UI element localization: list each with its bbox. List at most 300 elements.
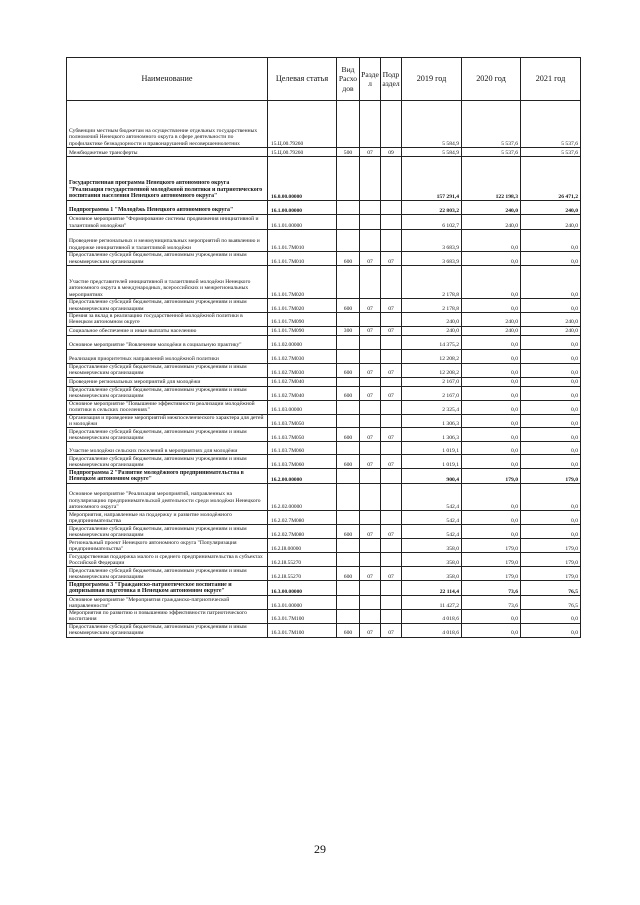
- row-value-2020: 240,0: [462, 326, 521, 335]
- header-year-2021: 2021 год: [521, 58, 581, 101]
- row-value-2020: 0,0: [462, 428, 521, 442]
- table-row: [67, 442, 581, 455]
- row-value-2021: 5 537,6: [521, 101, 581, 148]
- table-row: [67, 266, 581, 299]
- row-section: [360, 201, 381, 215]
- row-expense-type: [337, 230, 360, 252]
- row-expense-type: 300: [337, 326, 360, 335]
- row-name: Подпрограмма 1 "Молодёжь Ненецкого автономного округа": [67, 201, 268, 215]
- row-value-2020: 0,0: [462, 363, 521, 377]
- row-value-2021: 0,0: [521, 525, 581, 539]
- row-section: [360, 581, 381, 596]
- row-expense-type: 600: [337, 428, 360, 442]
- row-value-2019: 3 683,9: [402, 252, 462, 266]
- row-section: [360, 511, 381, 525]
- header-year-2019: 2019 год: [402, 58, 462, 101]
- row-subsection: 07: [381, 252, 402, 266]
- row-target-article: 16.1.01.7М010: [268, 252, 337, 266]
- row-expense-type: [337, 596, 360, 610]
- table-row: [67, 363, 581, 377]
- row-value-2021: 179,0: [521, 567, 581, 581]
- row-section: [360, 539, 381, 553]
- row-subsection: [381, 215, 402, 230]
- row-name: Социальное обеспечение и иные выплаты населению: [67, 326, 268, 335]
- row-value-2019: 240,0: [402, 326, 462, 335]
- row-section: [360, 596, 381, 610]
- row-value-2019: 12 208,2: [402, 349, 462, 363]
- table-row: [67, 326, 581, 335]
- row-value-2021: 0,0: [521, 299, 581, 313]
- row-subsection: [381, 349, 402, 363]
- row-target-article: 16.1.02.7М030: [268, 349, 337, 363]
- table-row: [67, 101, 581, 148]
- row-subsection: [381, 596, 402, 610]
- row-expense-type: [337, 101, 360, 148]
- row-value-2021: 76,5: [521, 581, 581, 596]
- row-section: [360, 469, 381, 484]
- row-value-2021: 240,0: [521, 326, 581, 335]
- row-expense-type: [337, 484, 360, 511]
- row-value-2020: 0,0: [462, 230, 521, 252]
- row-target-article: 16.2.I8.00000: [268, 539, 337, 553]
- row-value-2019: 5 584,9: [402, 101, 462, 148]
- row-expense-type: [337, 349, 360, 363]
- row-section: [360, 610, 381, 624]
- row-expense-type: 500: [337, 148, 360, 157]
- row-target-article: 16.1.00.00000: [268, 201, 337, 215]
- row-name: Мероприятия по развитию и повышению эффективности патриотического воспитания: [67, 610, 268, 624]
- row-name: Организация и проведение мероприятий межпоселенческого характера для детей и молодёжи: [67, 414, 268, 428]
- row-value-2021: 240,0: [521, 215, 581, 230]
- row-value-2021: 179,0: [521, 539, 581, 553]
- table-row: [67, 335, 581, 349]
- row-value-2021: 0,0: [521, 511, 581, 525]
- row-section: [360, 215, 381, 230]
- row-section: [360, 157, 381, 201]
- row-name: Предоставление субсидий бюджетным, автономным учреждениям и иным некоммерческим организациям: [67, 623, 268, 637]
- row-value-2019: 900,4: [402, 469, 462, 484]
- row-expense-type: [337, 539, 360, 553]
- row-subsection: [381, 553, 402, 567]
- row-value-2021: 0,0: [521, 349, 581, 363]
- row-section: [360, 335, 381, 349]
- row-subsection: 07: [381, 386, 402, 400]
- row-value-2019: 1 306,3: [402, 414, 462, 428]
- row-subsection: [381, 157, 402, 201]
- row-name: Государственная поддержка малого и среднего предпринимательства в субъектах Российской Федерации: [67, 553, 268, 567]
- row-subsection: [381, 400, 402, 414]
- row-value-2021: 0,0: [521, 442, 581, 455]
- row-target-article: 16.1.03.00000: [268, 400, 337, 414]
- row-subsection: [381, 484, 402, 511]
- row-value-2019: 6 102,7: [402, 215, 462, 230]
- row-subsection: [381, 610, 402, 624]
- header-target-article: Целевая статья: [268, 58, 337, 101]
- row-subsection: [381, 377, 402, 386]
- row-section: 07: [360, 363, 381, 377]
- row-name: Реализация приоритетных направлений молодёжной политики: [67, 349, 268, 363]
- row-target-article: 16.0.00.00000: [268, 157, 337, 201]
- row-value-2019: 542,4: [402, 525, 462, 539]
- row-expense-type: [337, 266, 360, 299]
- row-value-2020: 0,0: [462, 299, 521, 313]
- row-name: Межбюджетные трансферты: [67, 148, 268, 157]
- row-target-article: 16.1.01.7М010: [268, 230, 337, 252]
- row-value-2019: 358,0: [402, 567, 462, 581]
- table-row: [67, 400, 581, 414]
- row-target-article: 16.3.01.00000: [268, 596, 337, 610]
- row-subsection: [381, 581, 402, 596]
- header-name: Наименование: [67, 58, 268, 101]
- row-target-article: 16.1.02.7М040: [268, 377, 337, 386]
- row-name: Участие молодёжи сельских поселений в мероприятиях для молодёжи: [67, 442, 268, 455]
- row-value-2021: 5 537,6: [521, 148, 581, 157]
- table-row: [67, 623, 581, 637]
- row-target-article: 16.2.I8.55270: [268, 553, 337, 567]
- row-value-2021: 76,5: [521, 596, 581, 610]
- row-value-2020: 240,0: [462, 215, 521, 230]
- row-expense-type: 600: [337, 299, 360, 313]
- row-section: 07: [360, 428, 381, 442]
- table-row: [67, 581, 581, 596]
- row-value-2021: 0,0: [521, 335, 581, 349]
- row-expense-type: [337, 400, 360, 414]
- row-section: [360, 484, 381, 511]
- row-name: Основное мероприятие "Вовлечение молодёжи в социальную практику": [67, 335, 268, 349]
- row-value-2021: 0,0: [521, 386, 581, 400]
- page-number: 29: [314, 842, 326, 856]
- row-target-article: 16.1.01.7М020: [268, 299, 337, 313]
- row-section: 07: [360, 525, 381, 539]
- row-name: Премия за вклад в реализацию государственной молодёжной политики в Ненецком автономном округе: [67, 313, 268, 327]
- row-expense-type: [337, 313, 360, 327]
- table-row: [67, 252, 581, 266]
- row-value-2021: 0,0: [521, 252, 581, 266]
- row-name: Основное мероприятие "Мероприятия гражданско-патриотической направленности": [67, 596, 268, 610]
- table-row: [67, 596, 581, 610]
- row-value-2020: 240,0: [462, 313, 521, 327]
- row-value-2019: 11 427,2: [402, 596, 462, 610]
- row-target-article: 15.Ц.00.79260: [268, 148, 337, 157]
- table-row: [67, 525, 581, 539]
- row-name: Участие представителей инициативной и талантливой молодёжи Ненецкого автономного округа в международных, всероссийских и межрегиональных мероприятиях: [67, 266, 268, 299]
- row-subsection: 09: [381, 148, 402, 157]
- table-row: [67, 148, 581, 157]
- table-row: [67, 511, 581, 525]
- row-subsection: [381, 201, 402, 215]
- row-value-2019: 4 018,6: [402, 610, 462, 624]
- row-target-article: 16.1.02.7М030: [268, 363, 337, 377]
- row-value-2020: 5 537,6: [462, 148, 521, 157]
- row-value-2019: 2 167,0: [402, 377, 462, 386]
- row-name: Субвенции местным бюджетам на осуществление отдельных государственных полномочий Ненецкого автономного округа в сфере деятельности по профилактике безнадзорности и правонарушений несовершеннолетних: [67, 101, 268, 148]
- row-value-2020: 0,0: [462, 414, 521, 428]
- row-subsection: [381, 469, 402, 484]
- row-value-2020: 5 537,6: [462, 101, 521, 148]
- row-expense-type: 600: [337, 623, 360, 637]
- row-value-2021: 0,0: [521, 377, 581, 386]
- table-row: [67, 469, 581, 484]
- row-expense-type: 600: [337, 386, 360, 400]
- row-value-2021: 0,0: [521, 623, 581, 637]
- row-target-article: 16.1.03.7М060: [268, 455, 337, 469]
- row-target-article: 16.1.03.7М050: [268, 414, 337, 428]
- row-subsection: [381, 101, 402, 148]
- row-section: 07: [360, 623, 381, 637]
- row-section: [360, 414, 381, 428]
- row-value-2021: 179,0: [521, 553, 581, 567]
- table-row: [67, 230, 581, 252]
- row-section: 07: [360, 567, 381, 581]
- row-section: [360, 377, 381, 386]
- row-expense-type: [337, 511, 360, 525]
- row-value-2019: 22 803,2: [402, 201, 462, 215]
- row-expense-type: 600: [337, 363, 360, 377]
- row-subsection: 07: [381, 623, 402, 637]
- row-value-2021: 0,0: [521, 363, 581, 377]
- row-name: Подпрограмма 2 "Развитие молодёжного предпринимательства в Ненецком автономном округе": [67, 469, 268, 484]
- row-target-article: 16.1.03.7М060: [268, 442, 337, 455]
- table-body: [67, 101, 581, 638]
- row-value-2021: 0,0: [521, 230, 581, 252]
- row-subsection: [381, 266, 402, 299]
- row-name: Предоставление субсидий бюджетным, автономным учреждениям и иным некоммерческим организациям: [67, 363, 268, 377]
- row-target-article: 16.3.01.7М100: [268, 610, 337, 624]
- row-subsection: 07: [381, 525, 402, 539]
- table-row: [67, 484, 581, 511]
- row-value-2020: 0,0: [462, 442, 521, 455]
- row-expense-type: [337, 553, 360, 567]
- row-target-article: 16.3.01.7М100: [268, 623, 337, 637]
- row-target-article: 16.3.00.00000: [268, 581, 337, 596]
- row-value-2021: 0,0: [521, 414, 581, 428]
- row-value-2021: 0,0: [521, 484, 581, 511]
- row-subsection: [381, 511, 402, 525]
- header-expense-type: Вид Расхо дов: [337, 58, 360, 101]
- table-row: [67, 610, 581, 624]
- row-subsection: [381, 313, 402, 327]
- row-section: [360, 313, 381, 327]
- table-row: [67, 567, 581, 581]
- row-value-2020: 179,0: [462, 539, 521, 553]
- row-subsection: [381, 442, 402, 455]
- table-row: [67, 299, 581, 313]
- table-header-row: [67, 58, 581, 101]
- row-value-2020: 240,0: [462, 201, 521, 215]
- row-value-2019: 2 178,8: [402, 266, 462, 299]
- row-subsection: 07: [381, 326, 402, 335]
- table-row: [67, 414, 581, 428]
- row-expense-type: 600: [337, 252, 360, 266]
- row-name: Предоставление субсидий бюджетным, автономным учреждениям и иным некоммерческим организациям: [67, 252, 268, 266]
- row-target-article: 16.1.01.7М020: [268, 266, 337, 299]
- row-name: Предоставление субсидий бюджетным, автономным учреждениям и иным некоммерческим организациям: [67, 567, 268, 581]
- table-row: [67, 349, 581, 363]
- row-value-2019: 3 683,9: [402, 230, 462, 252]
- row-value-2019: 1 306,3: [402, 428, 462, 442]
- row-target-article: 16.1.01.00000: [268, 215, 337, 230]
- row-value-2020: 0,0: [462, 400, 521, 414]
- row-section: [360, 266, 381, 299]
- row-value-2020: 0,0: [462, 252, 521, 266]
- row-expense-type: [337, 414, 360, 428]
- row-value-2019: 157 291,4: [402, 157, 462, 201]
- row-section: [360, 101, 381, 148]
- row-value-2020: 0,0: [462, 610, 521, 624]
- row-section: 07: [360, 148, 381, 157]
- row-value-2020: 0,0: [462, 266, 521, 299]
- row-value-2021: 240,0: [521, 201, 581, 215]
- row-value-2019: 358,0: [402, 539, 462, 553]
- row-name: Предоставление субсидий бюджетным, автономным учреждениям и иным некоммерческим организациям: [67, 455, 268, 469]
- row-target-article: 16.2.02.7М080: [268, 511, 337, 525]
- table-row: [67, 201, 581, 215]
- table-row: [67, 455, 581, 469]
- row-value-2020: 0,0: [462, 525, 521, 539]
- row-subsection: [381, 414, 402, 428]
- row-section: [360, 553, 381, 567]
- row-name: Государственная программа Ненецкого автономного округа "Реализация государственной молодёжной политики и патриотического воспитания населения Ненецкого автономного округа": [67, 157, 268, 201]
- row-value-2019: 14 375,2: [402, 335, 462, 349]
- row-section: [360, 400, 381, 414]
- row-name: Основное мероприятие "Реализация мероприятий, направленных на популяризацию предпринимательской деятельности среди молодёжи Ненецкого автономного округа": [67, 484, 268, 511]
- row-target-article: 16.1.01.7М090: [268, 326, 337, 335]
- row-target-article: 16.1.01.7М090: [268, 313, 337, 327]
- row-name: Региональный проект Ненецкого автономного округа "Популяризация предпринимательства": [67, 539, 268, 553]
- row-section: 07: [360, 252, 381, 266]
- row-value-2020: 179,0: [462, 567, 521, 581]
- row-subsection: 07: [381, 299, 402, 313]
- row-target-article: 15.Ц.00.79260: [268, 101, 337, 148]
- row-value-2021: 26 471,2: [521, 157, 581, 201]
- row-value-2019: 4 018,6: [402, 623, 462, 637]
- table-row: [67, 157, 581, 201]
- row-value-2019: 2 167,0: [402, 386, 462, 400]
- row-target-article: 16.2.02.7М080: [268, 525, 337, 539]
- row-value-2021: 0,0: [521, 455, 581, 469]
- row-value-2020: 0,0: [462, 377, 521, 386]
- row-value-2020: 0,0: [462, 335, 521, 349]
- row-value-2021: 179,0: [521, 469, 581, 484]
- row-name: Проведение региональных и межмуниципальных мероприятий по выявлению и поддержке инициативной и талантливой молодёжи: [67, 230, 268, 252]
- table-row: [67, 553, 581, 567]
- row-expense-type: [337, 157, 360, 201]
- row-name: Предоставление субсидий бюджетным, автономным учреждениям и иным некоммерческим организациям: [67, 299, 268, 313]
- row-value-2019: 1 019,1: [402, 455, 462, 469]
- row-expense-type: [337, 377, 360, 386]
- row-value-2019: 1 019,1: [402, 442, 462, 455]
- row-subsection: 07: [381, 455, 402, 469]
- row-target-article: 16.1.03.7М050: [268, 428, 337, 442]
- table-row: [67, 539, 581, 553]
- row-subsection: 07: [381, 567, 402, 581]
- row-value-2020: 179,0: [462, 553, 521, 567]
- row-section: 07: [360, 455, 381, 469]
- row-name: Основное мероприятие "Повышение эффективности реализации молодёжной политики в сельских поселениях": [67, 400, 268, 414]
- row-expense-type: [337, 610, 360, 624]
- row-value-2019: 2 325,4: [402, 400, 462, 414]
- row-name: Основное мероприятие "Формирование системы продвижения инициативной и талантливой молодёжи": [67, 215, 268, 230]
- header-section: Разде л: [360, 58, 381, 101]
- row-expense-type: [337, 469, 360, 484]
- row-expense-type: [337, 335, 360, 349]
- row-subsection: [381, 230, 402, 252]
- row-name: Предоставление субсидий бюджетным, автономным учреждениям и иным некоммерческим организациям: [67, 428, 268, 442]
- row-value-2020: 0,0: [462, 511, 521, 525]
- row-value-2019: 5 584,9: [402, 148, 462, 157]
- row-subsection: [381, 335, 402, 349]
- row-value-2020: 0,0: [462, 386, 521, 400]
- row-section: 07: [360, 386, 381, 400]
- row-value-2019: 358,0: [402, 553, 462, 567]
- row-value-2020: 179,0: [462, 469, 521, 484]
- row-subsection: 07: [381, 363, 402, 377]
- row-value-2021: 0,0: [521, 400, 581, 414]
- row-expense-type: 600: [337, 455, 360, 469]
- header-subsection: Подр аздел: [381, 58, 402, 101]
- table-row: [67, 386, 581, 400]
- table-row: [67, 313, 581, 327]
- row-target-article: 16.2.00.00000: [268, 469, 337, 484]
- row-expense-type: [337, 201, 360, 215]
- row-value-2019: 2 178,8: [402, 299, 462, 313]
- row-value-2020: 0,0: [462, 623, 521, 637]
- row-value-2021: 240,0: [521, 313, 581, 327]
- row-expense-type: [337, 581, 360, 596]
- header-year-2020: 2020 год: [462, 58, 521, 101]
- table-row: [67, 377, 581, 386]
- row-value-2020: 0,0: [462, 349, 521, 363]
- row-target-article: 16.2.02.00000: [268, 484, 337, 511]
- row-section: [360, 230, 381, 252]
- table-row: [67, 215, 581, 230]
- row-expense-type: [337, 215, 360, 230]
- row-expense-type: [337, 442, 360, 455]
- row-name: Мероприятия, направленные на поддержку и развитие молодёжного предпринимательства: [67, 511, 268, 525]
- row-value-2021: 0,0: [521, 428, 581, 442]
- row-name: Предоставление субсидий бюджетным, автономным учреждениям и иным некоммерческим организациям: [67, 386, 268, 400]
- row-section: 07: [360, 326, 381, 335]
- row-name: Предоставление субсидий бюджетным, автономным учреждениям и иным некоммерческим организациям: [67, 525, 268, 539]
- row-expense-type: 600: [337, 567, 360, 581]
- row-value-2020: 0,0: [462, 455, 521, 469]
- row-value-2019: 22 114,4: [402, 581, 462, 596]
- budget-table: [66, 57, 581, 638]
- row-section: [360, 349, 381, 363]
- row-value-2020: 73,6: [462, 581, 521, 596]
- row-value-2021: 0,0: [521, 266, 581, 299]
- row-name: Подпрограмма 3 "Гражданско-патриотическое воспитание и допризывная подготовка в Ненецком автономном округе": [67, 581, 268, 596]
- row-value-2020: 73,6: [462, 596, 521, 610]
- row-value-2020: 0,0: [462, 484, 521, 511]
- table-row: [67, 428, 581, 442]
- row-value-2019: 542,4: [402, 511, 462, 525]
- row-name: Проведение региональных мероприятий для молодёжи: [67, 377, 268, 386]
- row-target-article: 16.2.I8.55270: [268, 567, 337, 581]
- row-value-2020: 122 198,3: [462, 157, 521, 201]
- row-value-2021: 0,0: [521, 610, 581, 624]
- row-target-article: 16.1.02.00000: [268, 335, 337, 349]
- budget-table-container: [66, 57, 580, 638]
- row-value-2019: 542,4: [402, 484, 462, 511]
- row-value-2019: 12 208,2: [402, 363, 462, 377]
- row-subsection: 07: [381, 428, 402, 442]
- row-value-2019: 240,0: [402, 313, 462, 327]
- row-expense-type: 600: [337, 525, 360, 539]
- row-target-article: 16.1.02.7М040: [268, 386, 337, 400]
- row-section: [360, 442, 381, 455]
- row-subsection: [381, 539, 402, 553]
